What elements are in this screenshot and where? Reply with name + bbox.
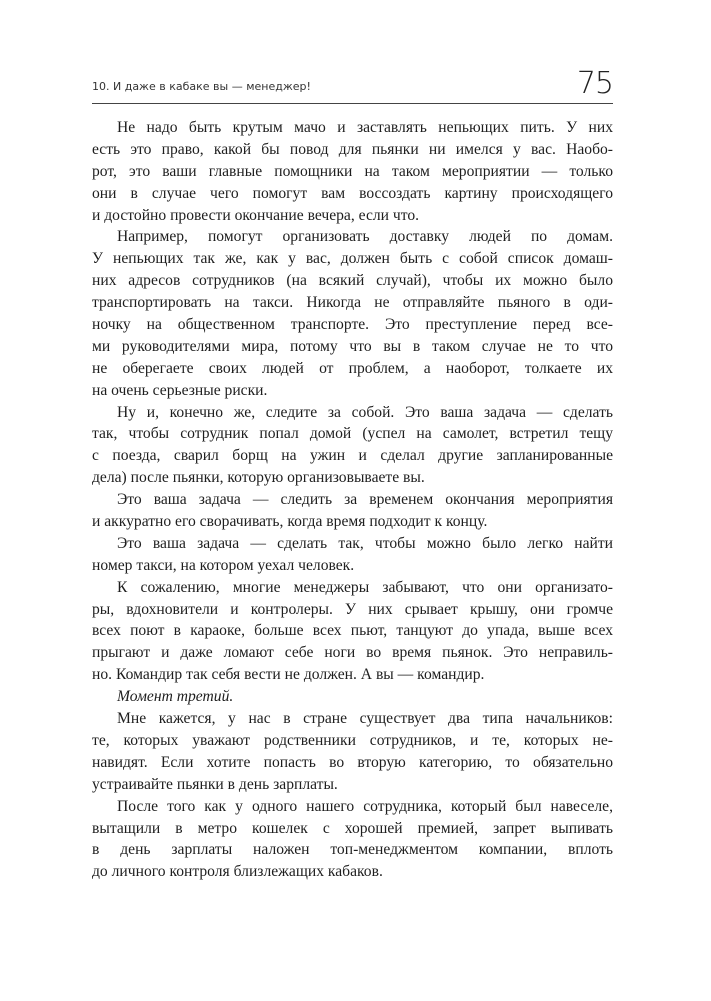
text-line: Не надо быть крутым мачо и заставлять непьющих пить. У них bbox=[117, 119, 613, 136]
text-line: до личного контроля близлежащих кабаков. bbox=[92, 863, 383, 881]
paragraph bbox=[92, 402, 613, 490]
text-line: После того как у одного нашего сотрудника, который был навеселе, bbox=[117, 797, 613, 815]
text-line: так, чтобы сотрудник попал домой (успел на самолет, встретил тещу bbox=[92, 425, 613, 443]
text-line: вытащили в метро кошелек с хорошей премией, запрет выпивать bbox=[92, 819, 613, 837]
text-line: ры, вдохновители и контролеры. У них срывает крышу, они громче bbox=[92, 600, 613, 618]
text-line: транспортировать на такси. Никогда не отправляйте пьяного в оди- bbox=[92, 294, 613, 312]
text-line: устраивайте пьянки в день зарплаты. bbox=[92, 775, 338, 793]
text-line: них адресов сотрудников (на всякий случай), чтобы их можно было bbox=[92, 272, 613, 290]
text-line: на очень серьезные риски. bbox=[92, 381, 268, 399]
text-line: те, которых уважают родственники сотрудников, и те, которых не- bbox=[92, 731, 613, 749]
paragraph bbox=[92, 533, 613, 577]
text-line: ми руководителями мира, потому что вы в таком случае не то что bbox=[92, 337, 613, 355]
text-line: ночку на общественном транспорте. Это преступление перед все- bbox=[92, 316, 613, 334]
paragraph bbox=[92, 796, 613, 884]
text-line: К сожалению, многие менеджеры забывают, что они организато- bbox=[117, 578, 613, 596]
text-line: Это ваша задача — сделать так, чтобы можно было легко найти bbox=[117, 534, 613, 552]
paragraph bbox=[92, 577, 613, 686]
text-line: Это ваша задача — следить за временем окончания мероприятия bbox=[117, 491, 613, 509]
text-line: есть это право, какой бы повод для пьянки ни имелся у вас. Наобо- bbox=[92, 140, 613, 158]
text-line: навидят. Если хотите попасть во вторую категорию, то обязательно bbox=[92, 753, 613, 771]
header-rule bbox=[92, 103, 613, 104]
page-number: 75 bbox=[576, 66, 613, 101]
chapter-title: 10. И даже в кабаке вы — менеджер! bbox=[92, 80, 311, 93]
text-line: Например, помогут организовать доставку людей по домам. bbox=[117, 228, 613, 246]
text-line: Момент третий. bbox=[117, 688, 234, 706]
paragraph bbox=[92, 708, 613, 796]
text-line: но. Командир так себя вести не должен. А вы — командир. bbox=[92, 666, 485, 684]
page-body-text bbox=[92, 117, 613, 883]
text-line: дела) после пьянки, которую организовываете вы. bbox=[92, 469, 425, 487]
text-line: с поезда, сварил борщ на ужин и сделал другие запланированные bbox=[92, 447, 613, 465]
paragraph bbox=[92, 117, 613, 226]
text-line: и аккуратно его сворачивать, когда время подходит к концу. bbox=[92, 513, 488, 531]
text-line: всех поют в караоке, больше всех пьют, танцуют до упада, выше всех bbox=[92, 622, 613, 640]
text-line: в день зарплаты наложен топ-менеджментом компании, вплоть bbox=[92, 841, 613, 859]
text-line: Мне кажется, у нас в стране существует два типа начальников: bbox=[117, 710, 613, 728]
text-line: Ну и, конечно же, следите за собой. Это ваша задача — сделать bbox=[117, 403, 613, 421]
text-line: и достойно провести окончание вечера, если что. bbox=[92, 206, 420, 224]
text-line: они в случае чего помогут вам воссоздать картину происходящего bbox=[92, 184, 613, 202]
paragraph bbox=[92, 226, 613, 401]
text-line: номер такси, на котором уехал человек. bbox=[92, 556, 355, 574]
italic-subheading bbox=[92, 686, 613, 708]
paragraph bbox=[92, 489, 613, 533]
text-line: рот, это ваши главные помощники на таком мероприятии — только bbox=[92, 162, 613, 180]
text-line: не оберегаете своих людей от проблем, а наоборот, толкаете их bbox=[92, 359, 613, 377]
text-line: У непьющих так же, как у вас, должен быть с собой список домаш- bbox=[92, 250, 613, 268]
text-line: прыгают и даже ломают себе ноги во время пьянок. Это неправиль- bbox=[92, 644, 613, 662]
